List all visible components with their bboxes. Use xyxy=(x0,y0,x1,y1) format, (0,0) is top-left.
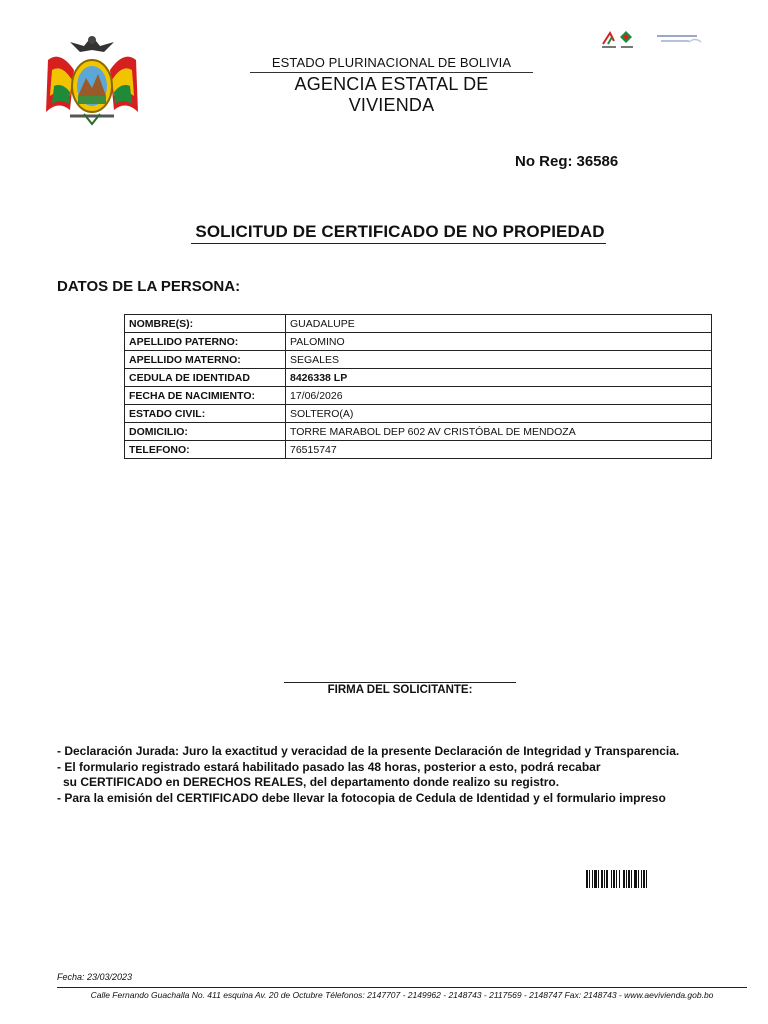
table-row xyxy=(125,351,712,369)
signature-label: FIRMA DEL SOLICITANTE: xyxy=(327,684,473,696)
note-line: - Para la emisión del CERTIFICADO debe llevar la fotocopia de Cedula de Identidad y el formulario impreso xyxy=(57,790,666,805)
footer-divider xyxy=(57,987,747,988)
note-line: - Declaración Jurada: Juro la exactitud y veracidad de la presente Declaración de Integridad y Transparencia. xyxy=(57,744,680,758)
registration-label: No Reg: xyxy=(515,153,573,170)
title-underline xyxy=(191,243,606,244)
row-value: SEGALES xyxy=(286,351,712,369)
note-line: su CERTIFICADO en DERECHOS REALES, del departamento donde realizo su registro. xyxy=(63,775,560,789)
footer-address: Calle Fernando Guachalla No. 411 esquina Av. 20 de Octubre Télefonos: 2147707 - 2149962 - 2148743 - 2117569 - 2148747 Fax: 2148743 - www.aevivienda.gob.bo xyxy=(90,990,714,1000)
header-divider xyxy=(250,72,533,73)
row-label: APELLIDO MATERNO: xyxy=(125,351,286,369)
coat-of-arms-icon xyxy=(40,30,144,130)
row-value: GUADALUPE xyxy=(286,315,712,333)
row-label: ESTADO CIVIL: xyxy=(125,405,286,423)
table-row xyxy=(125,405,712,423)
table-row xyxy=(125,333,712,351)
ministry-logo-icon xyxy=(655,32,707,48)
row-value: 8426338 LP xyxy=(286,369,712,387)
registration-value: 36586 xyxy=(576,153,619,170)
row-label: APELLIDO PATERNO: xyxy=(125,333,286,351)
row-label: DOMICILIO: xyxy=(125,423,286,441)
agency-name: AGENCIA ESTATAL DE VIVIENDA xyxy=(294,74,489,115)
person-section-heading: DATOS DE LA PERSONA: xyxy=(57,278,241,295)
table-row xyxy=(125,423,712,441)
row-value: 17/06/2026 xyxy=(286,387,712,405)
row-label: TELEFONO: xyxy=(125,441,286,459)
row-value: PALOMINO xyxy=(286,333,712,351)
issue-date: Fecha: 23/03/2023 xyxy=(57,972,133,982)
signature-line xyxy=(284,682,516,683)
barcode-icon xyxy=(586,870,682,888)
state-name: ESTADO PLURINACIONAL DE BOLIVIA xyxy=(271,55,512,70)
row-value: SOLTERO(A) xyxy=(286,405,712,423)
row-value: 76515747 xyxy=(286,441,712,459)
person-data-table xyxy=(124,314,712,459)
table-row xyxy=(125,315,712,333)
document-title: SOLICITUD DE CERTIFICADO DE NO PROPIEDAD xyxy=(195,222,605,241)
table-row xyxy=(125,369,712,387)
row-label: NOMBRE(S): xyxy=(125,315,286,333)
row-label: CEDULA DE IDENTIDAD xyxy=(125,369,286,387)
agency-logo-icon xyxy=(600,28,644,50)
notes-block xyxy=(57,744,747,806)
table-row xyxy=(125,441,712,459)
registration-number xyxy=(515,153,618,170)
table-row xyxy=(125,387,712,405)
row-label: FECHA DE NACIMIENTO: xyxy=(125,387,286,405)
row-value: TORRE MARABOL DEP 602 AV CRISTÓBAL DE MENDOZA xyxy=(286,423,712,441)
note-line: - El formulario registrado estará habilitado pasado las 48 horas, posterior a esto, podrá recabar xyxy=(57,759,601,774)
